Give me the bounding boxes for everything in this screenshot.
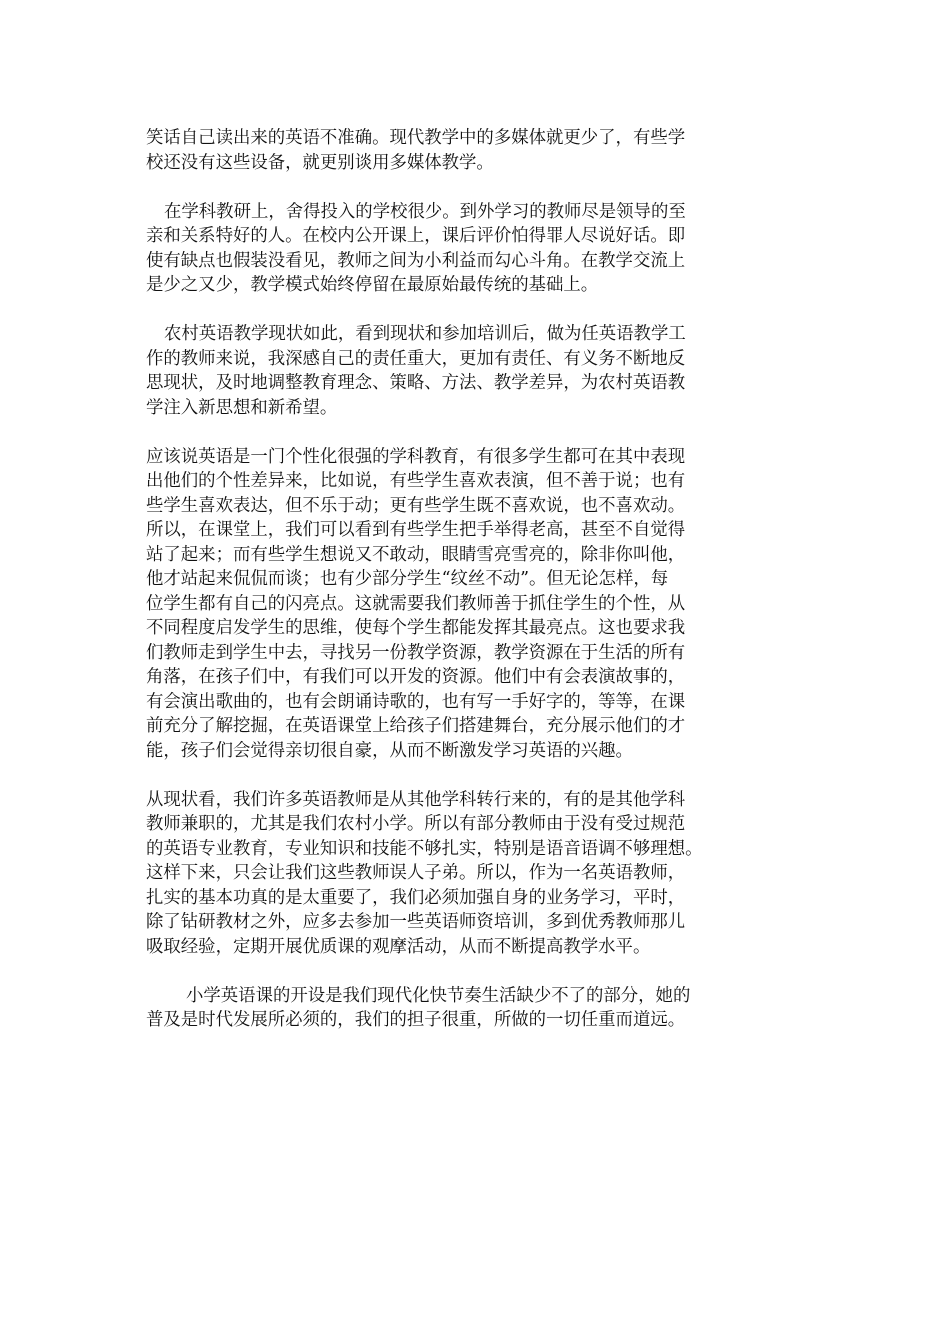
text-line: 他才站起来侃侃而谈；也有少部分学生“纹丝不动”。但无论怎样，每	[146, 569, 669, 589]
text-line: 学注入新思想和新希望。	[146, 397, 338, 418]
paragraph-2	[146, 200, 806, 298]
text-line: 笑话自己读出来的英语不准确。现代教学中的多媒体就更少了，有些学	[146, 128, 686, 148]
text-line: 前充分了解挖掘，在英语课堂上给孩子们搭建舞台，充分展示他们的才	[146, 716, 686, 736]
text-line: 站了起来；而有些学生想说又不敢动，眼睛雪亮雪亮的，除非你叫他，	[146, 544, 686, 565]
text-line: 位学生都有自己的闪亮点。这就需要我们教师善于抓住学生的个性，从	[146, 593, 686, 614]
text-line: 除了钻研教材之外，应多去参加一些英语师资培训，多到优秀教师那儿	[146, 912, 686, 932]
paragraph-3	[146, 322, 806, 420]
text-line: 小学英语课的开设是我们现代化快节奏生活缺少不了的部分，她的	[186, 985, 691, 1006]
paragraph-6	[146, 984, 806, 1033]
text-line: 使有缺点也假装没看见，教师之间为小利益而勾心斗角。在教学交流上	[146, 250, 686, 271]
text-line: 农村英语教学现状如此，看到现状和参加培训后，做为任英语教学工	[164, 324, 686, 344]
text-line: 不同程度启发学生的思维，使每个学生都能发挥其最亮点。这也要求我	[146, 618, 686, 638]
text-line: 有会演出歌曲的，也有会朗诵诗歌的，也有写一手好字的，等等，在课	[146, 691, 686, 712]
paragraph-4	[146, 445, 806, 764]
text-line: 吸取经验，定期开展优质课的观摩活动，从而不断提高教学水平。	[146, 936, 651, 957]
document-page	[146, 126, 806, 1057]
text-line: 所以，在课堂上，我们可以看到有些学生把手举得老高，甚至不自觉得	[146, 520, 686, 540]
text-line: 能，孩子们会觉得亲切很自豪，从而不断激发学习英语的兴趣。	[146, 740, 633, 761]
text-line: 亲和关系特好的人。在校内公开课上，课后评价怕得罪人尽说好话。即	[146, 226, 686, 246]
text-line: 作的教师来说，我深感自己的责任重大，更加有责任、有义务不断地反	[146, 348, 686, 369]
paragraph-5	[146, 788, 806, 960]
text-line: 出他们的个性差异来，比如说，有些学生喜欢表演，但不善于说；也有	[146, 471, 686, 491]
text-line: 普及是时代发展所必须的，我们的担子很重，所做的一切任重而道远。	[146, 1010, 686, 1030]
paragraph-1	[146, 126, 806, 175]
text-line: 是少之又少，教学模式始终停留在最原始最传统的基础上。	[146, 275, 599, 295]
text-line: 角落，在孩子们中，有我们可以开发的资源。他们中有会表演故事的，	[146, 667, 686, 687]
text-line: 的英语专业教育，专业知识和技能不够扎实，特别是语音语调不够理想。	[146, 838, 703, 859]
text-line: 在学科教研上，舍得投入的学校很少。到外学习的教师尽是领导的至	[164, 201, 686, 222]
text-line: 从现状看，我们许多英语教师是从其他学科转行来的，有的是其他学科	[146, 789, 686, 810]
text-line: 应该说英语是一门个性化很强的学科教育，有很多学生都可在其中表现	[146, 446, 686, 467]
text-line: 校还没有这些设备，就更别谈用多媒体教学。	[146, 152, 494, 173]
text-line: 扎实的基本功真的是太重要了，我们必须加强自身的业务学习，平时，	[146, 887, 686, 908]
text-line: 教师兼职的，尤其是我们农村小学。所以有部分教师由于没有受过规范	[146, 814, 686, 834]
text-line: 些学生喜欢表达，但不乐于动；更有些学生既不喜欢说，也不喜欢动。	[146, 495, 686, 516]
text-line: 们教师走到学生中去，寻找另一份教学资源，教学资源在于生活的所有	[146, 642, 686, 663]
text-line: 思现状，及时地调整教育理念、策略、方法、教学差异，为农村英语教	[146, 373, 686, 393]
text-line: 这样下来，只会让我们这些教师误人子弟。所以，作为一名英语教师，	[146, 863, 686, 883]
